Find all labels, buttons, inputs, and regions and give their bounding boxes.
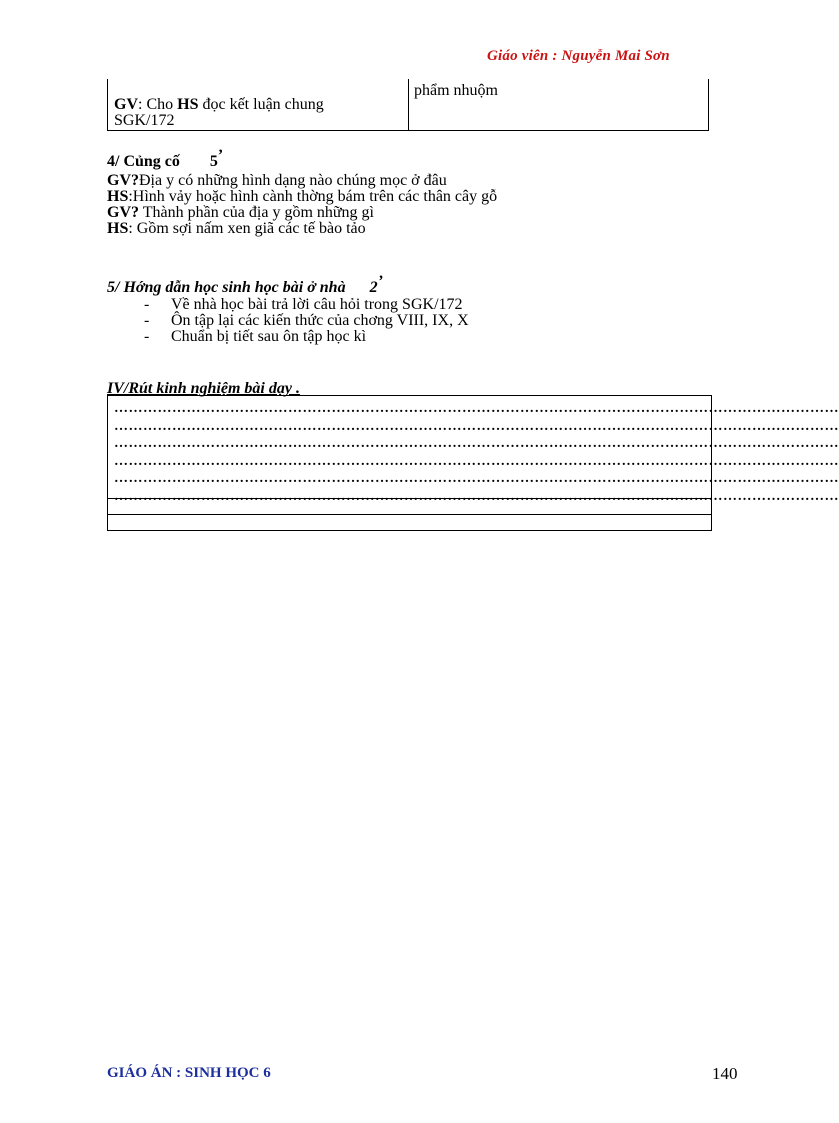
list-item xyxy=(144,297,469,313)
footer-subject: GIÁO ÁN : SINH HỌC 6 xyxy=(107,1065,271,1081)
label-gv: GV xyxy=(114,96,138,113)
section4-line-4 xyxy=(107,221,497,237)
section5-list xyxy=(144,297,469,345)
line-label: HS xyxy=(107,188,129,205)
text-mid: : Cho xyxy=(138,96,178,113)
dotted-line: …………………………………………………………………………………………………………………………………… xyxy=(114,436,839,451)
list-item xyxy=(144,313,469,329)
teacher-name: Giáo viên : Nguyễn Mai Sơn xyxy=(487,48,670,64)
section5-title: 5/ Hớng dẫn học sinh học bài ở nhà xyxy=(107,279,346,296)
list-item xyxy=(144,329,469,345)
bullet: - xyxy=(144,328,150,345)
text-line2: SGK/172 xyxy=(114,112,175,129)
table-cell-right: phẩm nhuộm xyxy=(414,82,498,99)
line-text: : Gồm sợi nấm xen giã các tế bào tảo xyxy=(128,220,366,237)
dotted-lines xyxy=(114,400,839,505)
section4-lines xyxy=(107,173,497,237)
table-row-divider xyxy=(108,514,711,515)
dotted-line: …………………………………………………………………………………………………………………………………… xyxy=(114,401,839,416)
line-label: GV? xyxy=(107,172,139,189)
page-number: 140 xyxy=(712,1064,738,1083)
list-item-text: Về nhà học bài trả lời câu hỏi trong SGK/172 xyxy=(171,296,463,313)
section4-time-mark: ’ xyxy=(217,147,224,164)
section4-line-2 xyxy=(107,189,497,205)
section5-time: 2 xyxy=(369,279,378,296)
list-item-text: Ôn tập lại các kiến thức của chơng VIII, IX, X xyxy=(171,312,469,329)
bullet: - xyxy=(144,296,150,313)
bullet: - xyxy=(144,312,150,329)
dotted-line: …………………………………………………………………………………………………………………………………… xyxy=(114,418,839,434)
section4-title: 4/ Củng cố xyxy=(107,153,180,170)
section4-line-1 xyxy=(107,173,497,189)
table-divider xyxy=(408,79,409,130)
table-cell-left xyxy=(114,97,404,129)
line-label: GV? xyxy=(107,204,139,221)
dotted-line: …………………………………………………………………………………………………………………………………… xyxy=(114,453,839,469)
activity-table xyxy=(107,79,709,131)
text-rest: đọc kết luận chung xyxy=(198,96,324,113)
section4-time: 5 xyxy=(209,153,218,170)
section4-line-3 xyxy=(107,205,497,221)
line-label: HS xyxy=(107,220,129,237)
list-item-text: Chuẩn bị tiết sau ôn tập học kì xyxy=(171,328,367,345)
dotted-line: …………………………………………………………………………………………………………………………………… xyxy=(114,488,839,504)
review-notes-table xyxy=(107,395,839,531)
label-hs: HS xyxy=(177,96,199,113)
line-text: Địa y có những hình dạng nào chúng mọc ở đâu xyxy=(139,172,447,189)
section4-heading xyxy=(107,147,224,171)
section5-heading xyxy=(107,273,383,297)
section5-time-mark: ’ xyxy=(377,273,383,290)
line-text: Thành phần của địa y gồm những gì xyxy=(139,204,374,221)
review-title: IV/Rút kinh nghiệm bài dạy . xyxy=(107,380,300,397)
table-row-divider xyxy=(108,498,711,499)
dotted-line: …………………………………………………………………………………………………………………………………… xyxy=(114,471,839,486)
line-text: :Hình vảy hoặc hình cành thờng bám trên các thân cây gỗ xyxy=(128,188,498,205)
